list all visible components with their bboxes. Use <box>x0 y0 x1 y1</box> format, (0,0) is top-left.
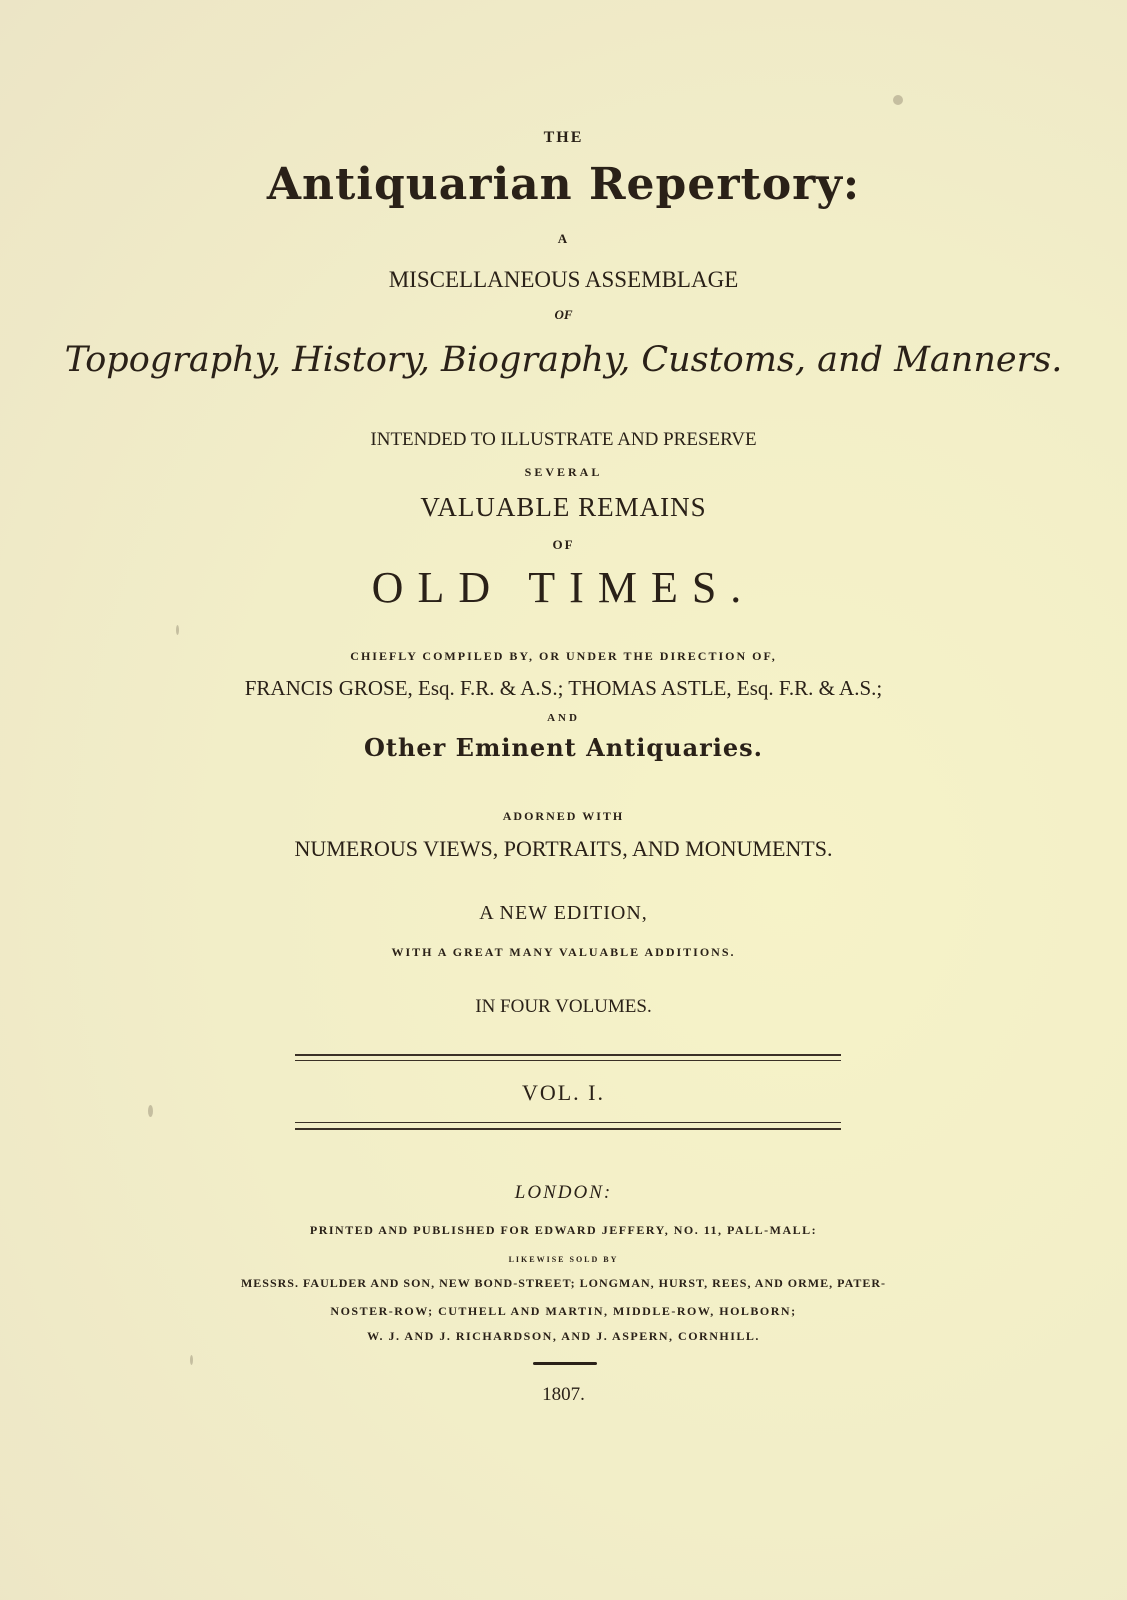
subjects-script: Topography, History, Biography, Customs, and Manners. <box>64 340 1063 380</box>
intended-line: INTENDED TO ILLUSTRATE AND PRESERVE <box>370 429 757 450</box>
booksellers-line-2: NOSTER-ROW; CUTHELL AND MARTIN, MIDDLE-ROW, HOLBORN; <box>330 1304 797 1318</box>
title-prefix: THE <box>543 129 584 146</box>
publisher-line: PRINTED AND PUBLISHED FOR EDWARD JEFFERY, NO. 11, PALL-MALL: <box>309 1223 818 1237</box>
valuable-remains: VALUABLE REMAINS <box>420 492 707 522</box>
paper-spot <box>148 1105 153 1117</box>
numerous-views: NUMEROUS VIEWS, PORTRAITS, AND MONUMENTS. <box>294 836 833 861</box>
rule-bottom <box>295 1128 841 1130</box>
new-edition: A NEW EDITION, <box>479 902 648 924</box>
chiefly-compiled-line: CHIEFLY COMPILED BY, OR UNDER THE DIRECTION OF, <box>350 649 777 663</box>
subtitle-miscellaneous: MISCELLANEOUS ASSEMBLAGE <box>388 267 739 292</box>
imprint-place: LONDON: <box>514 1182 613 1203</box>
rule-top <box>295 1054 841 1056</box>
and-line: AND <box>547 712 580 724</box>
adorned-with: ADORNED WITH <box>502 809 625 823</box>
rule-bottom-thin <box>295 1122 841 1123</box>
compilers-line: FRANCIS GROSE, Esq. F.R. & A.S.; THOMAS ASTLE, Esq. F.R. & A.S.; <box>244 676 883 700</box>
paper-spot <box>190 1355 193 1365</box>
booksellers-line-3: W. J. AND J. RICHARDSON, AND J. ASPERN, CORNHILL. <box>367 1329 760 1343</box>
volume-number: VOL. I. <box>521 1080 606 1105</box>
additions-line: WITH A GREAT MANY VALUABLE ADDITIONS. <box>391 945 736 959</box>
article-a: A <box>557 231 570 246</box>
rule-top-thin <box>295 1060 841 1061</box>
other-antiquaries: Other Eminent Antiquaries. <box>363 733 764 762</box>
four-volumes: IN FOUR VOLUMES. <box>475 996 652 1017</box>
paper-spot <box>893 95 903 105</box>
booksellers-line-1: MESSRS. FAULDER AND SON, NEW BOND-STREET; LONGMAN, HURST, REES, AND ORME, PATER- <box>240 1276 887 1290</box>
ornament-rule <box>533 1362 597 1365</box>
likewise-sold: LIKEWISE SOLD BY <box>508 1255 619 1264</box>
several-line: SEVERAL <box>524 465 603 479</box>
main-title: Antiquarian Repertory: <box>266 159 861 210</box>
publication-year: 1807. <box>542 1384 585 1405</box>
paper-spot <box>176 625 179 635</box>
old-times-heading: OLD TIMES. <box>371 563 756 612</box>
conjunction-of: OF <box>554 307 573 322</box>
conjunction-of-2: OF <box>552 537 575 552</box>
